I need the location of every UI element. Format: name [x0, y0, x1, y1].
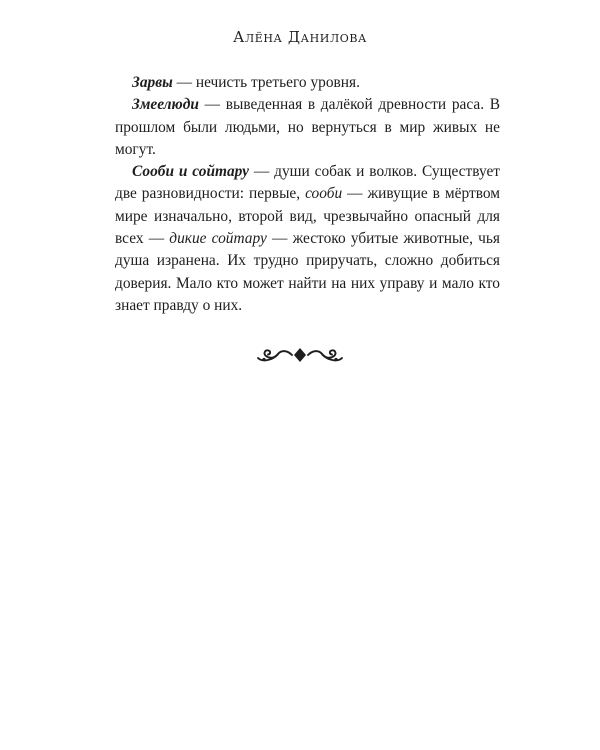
glossary-definition-part: — души собак и волков. Существует две разновидности: первые, — [115, 163, 501, 203]
glossary-emphasis: дикие сойтару — [169, 230, 267, 248]
glossary-definition: — выведенная в далёкой древности раса. В прошлом были людьми, но вернуться в мир живых не могут. — [115, 96, 500, 158]
glossary-term: Сооби и сойтару — [132, 163, 250, 181]
glossary-term: Змеелюди — [132, 96, 199, 114]
glossary-definition-part: — живущие в мёртвом мире изначально, второй вид, чрезвычайно опасный для всех — — [115, 185, 500, 248]
glossary-entry-soobi — [115, 161, 500, 317]
running-head: Алёна Данилова — [233, 28, 367, 46]
glossary-emphasis: сооби — [305, 185, 343, 203]
glossary-text — [115, 72, 500, 317]
glossary-entry-zarvy — [115, 72, 500, 94]
glossary-term: Зарвы — [132, 74, 173, 91]
fleuron-divider-icon — [252, 341, 348, 369]
glossary-definition-part: — жестоко убитые животные, чья душа изранена. Их трудно приручать, сложно добиться доверия. Мало кто может найти на них управу и мало кто знает правду о них. — [115, 230, 501, 314]
glossary-entry-zmeelyudi — [115, 94, 500, 161]
glossary-definition: — нечисть третьего уровня. — [172, 74, 360, 91]
